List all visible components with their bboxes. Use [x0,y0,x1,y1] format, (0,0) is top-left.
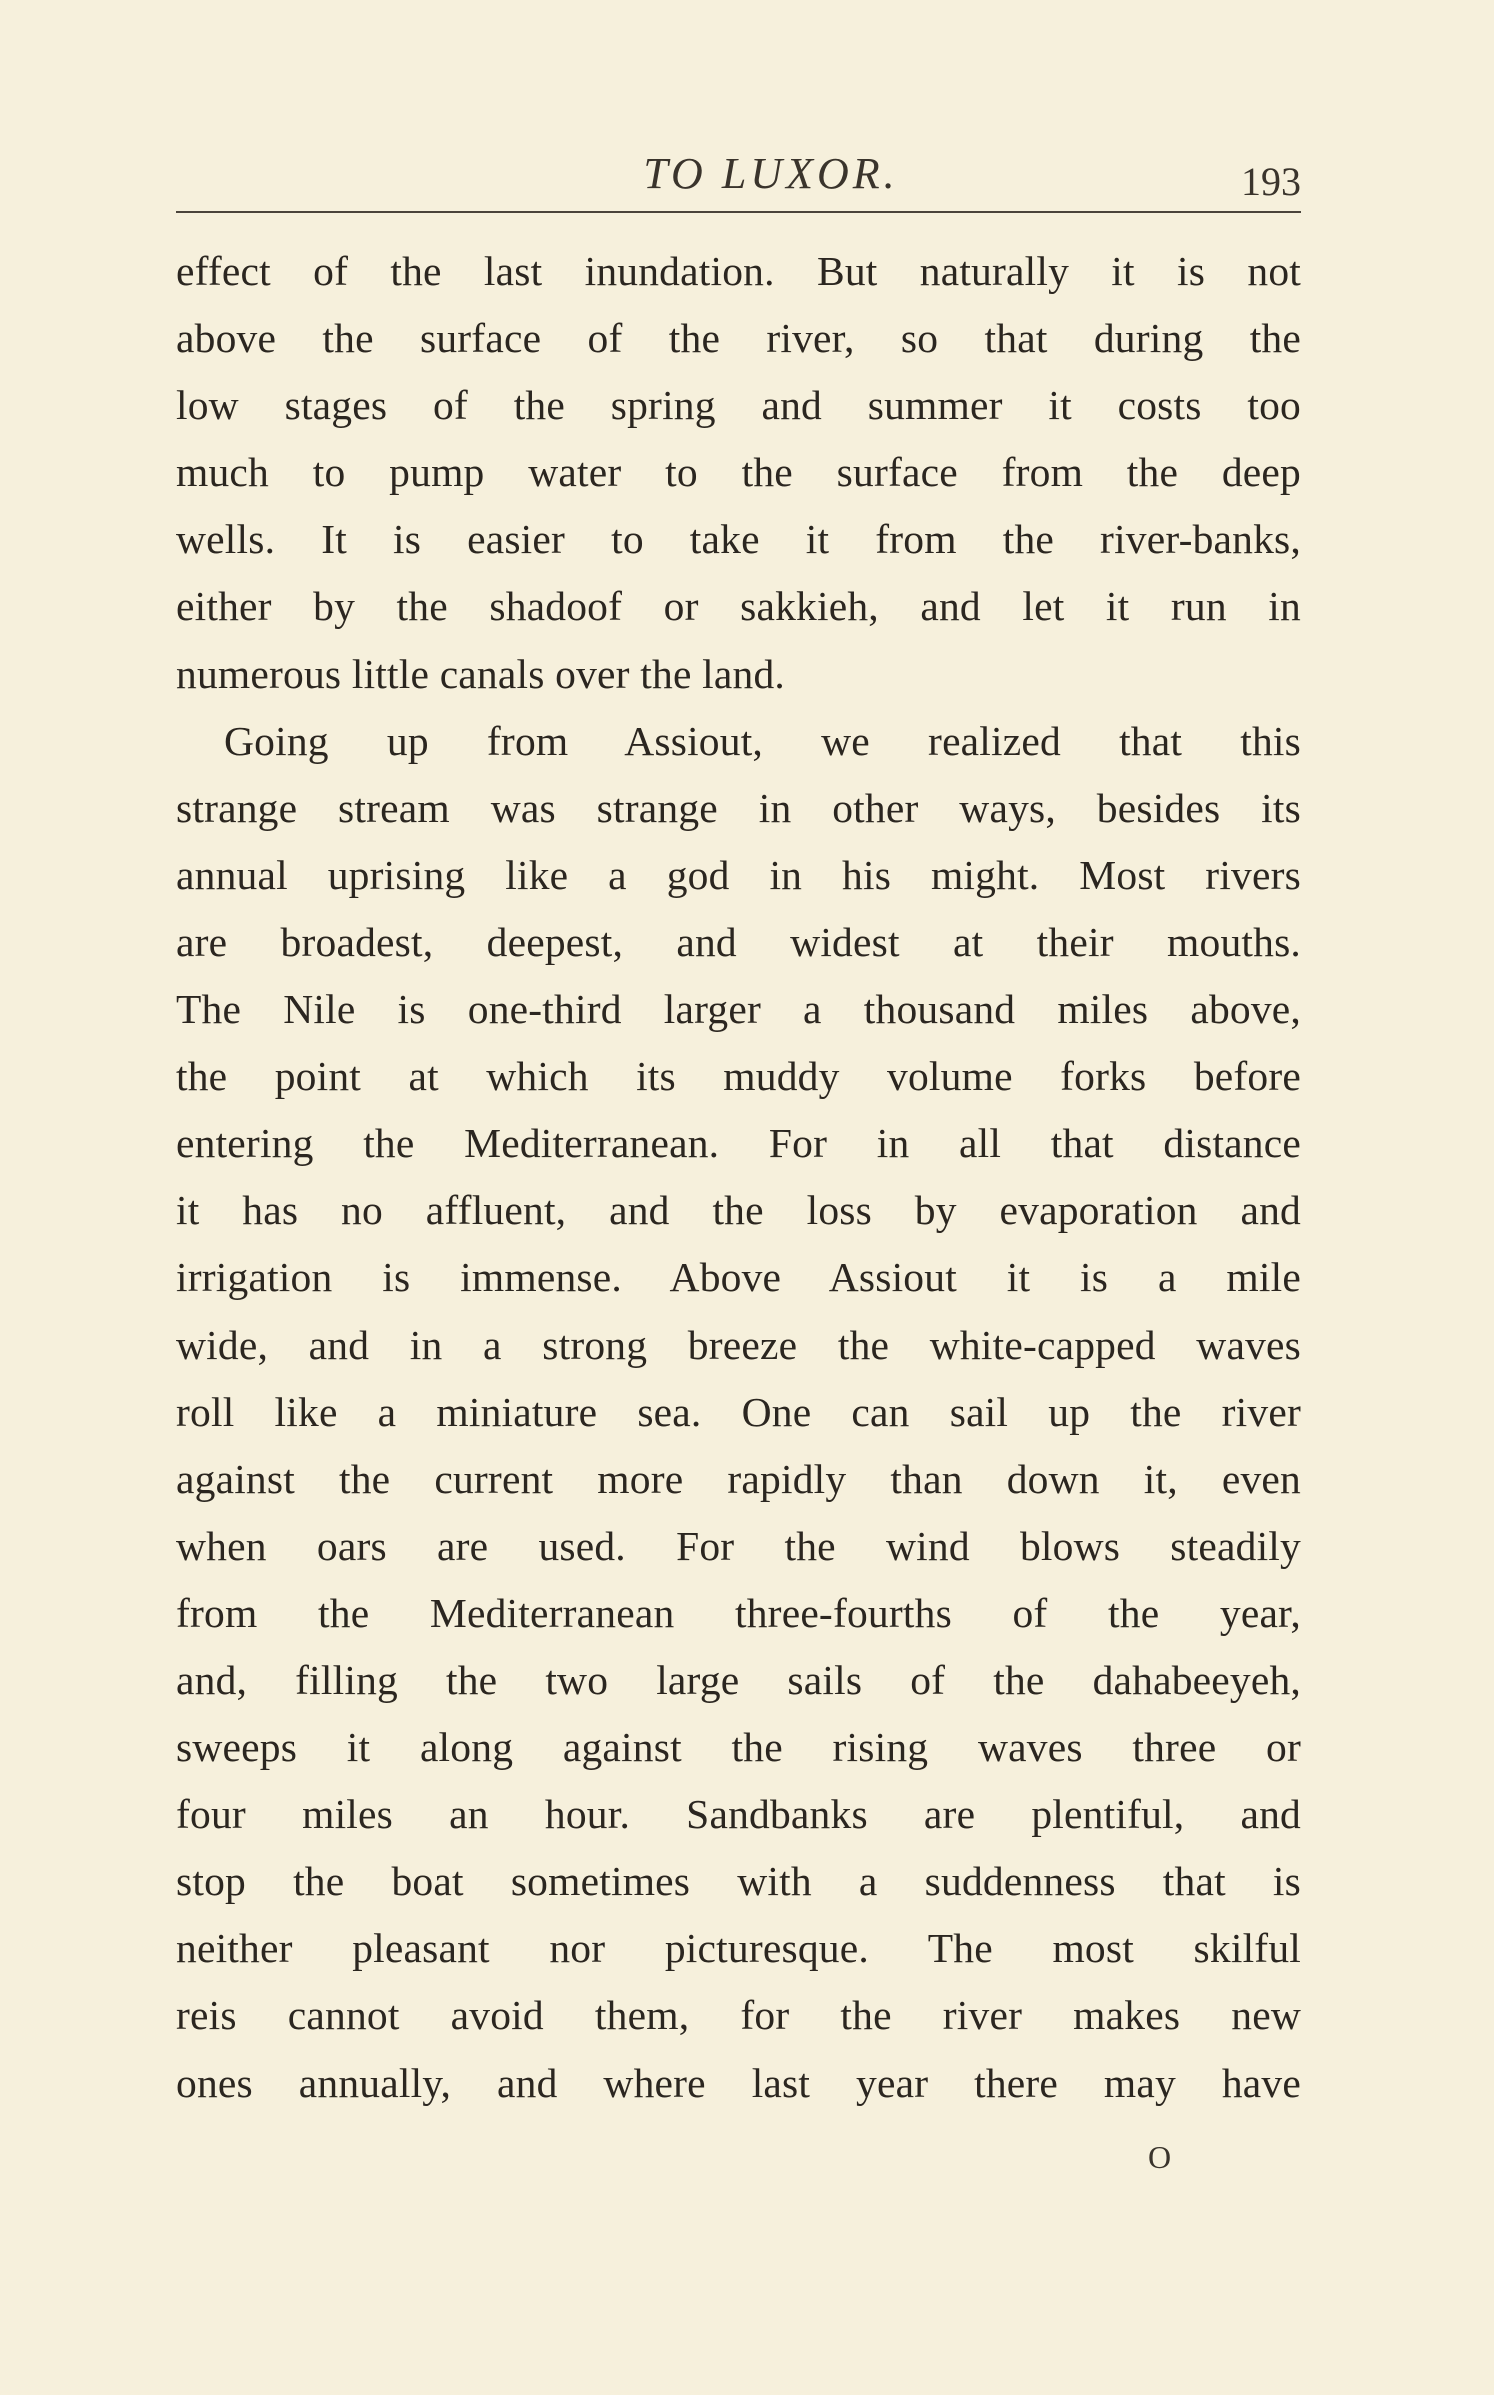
text-line: four miles an hour. Sandbanks are plentiful, and [176,1791,1301,1838]
text-line: annual uprising like a god in his might. Most rivers [176,851,1301,898]
text-line: The Nile is one-third larger a thousand miles above, [176,986,1301,1033]
text-line: stop the boat sometimes with a suddenness that is [176,1858,1301,1905]
body-text [176,238,1301,2117]
text-line: effect of the last inundation. But naturally it is not [176,248,1301,294]
text-line: are broadest, deepest, and widest at their mouths. [176,918,1301,965]
text-line: when oars are used. For the wind blows steadily [176,1522,1301,1569]
text-line: against the current more rapidly than down it, even [176,1455,1301,1502]
text-line: low stages of the spring and summer it costs too [176,382,1301,429]
text-line: the point at which its muddy volume forks before [176,1053,1301,1100]
text-line: wide, and in a strong breeze the white-capped waves [176,1321,1301,1368]
text-line: sweeps it along against the rising waves three or [176,1724,1301,1771]
page-number: 193 [1241,159,1301,204]
text-line: and, filling the two large sails of the dahabeeyeh, [176,1656,1301,1703]
text-line: numerous little canals over the land. [176,650,785,697]
text-line: strange stream was strange in other ways, besides its [176,784,1301,831]
text-line: roll like a miniature sea. One can sail up the river [176,1388,1301,1435]
signature-mark: O [1148,2139,1172,2175]
text-line: much to pump water to the surface from the deep [176,449,1301,496]
text-line: entering the Mediterranean. For in all that distance [176,1120,1301,1167]
text-line: it has no affluent, and the loss by evaporation and [176,1187,1301,1234]
text-line: above the surface of the river, so that during the [176,315,1301,362]
running-title: TO LUXOR. [643,149,899,198]
page-header [176,148,1301,204]
text-line: wells. It is easier to take it from the river-banks, [176,516,1301,563]
text-line: Going up from Assiout, we realized that this [224,717,1301,764]
text-line: reis cannot avoid them, for the river makes new [176,1992,1301,2039]
text-line: neither pleasant nor picturesque. The most skilful [176,1925,1301,1972]
text-line: either by the shadoof or sakkieh, and let it run in [176,583,1301,630]
text-line: from the Mediterranean three-fourths of the year, [176,1589,1301,1636]
text-line: ones annually, and where last year there may have [176,2059,1301,2106]
text-line: irrigation is immense. Above Assiout it is a mile [176,1254,1301,1301]
header-rule [176,211,1301,213]
